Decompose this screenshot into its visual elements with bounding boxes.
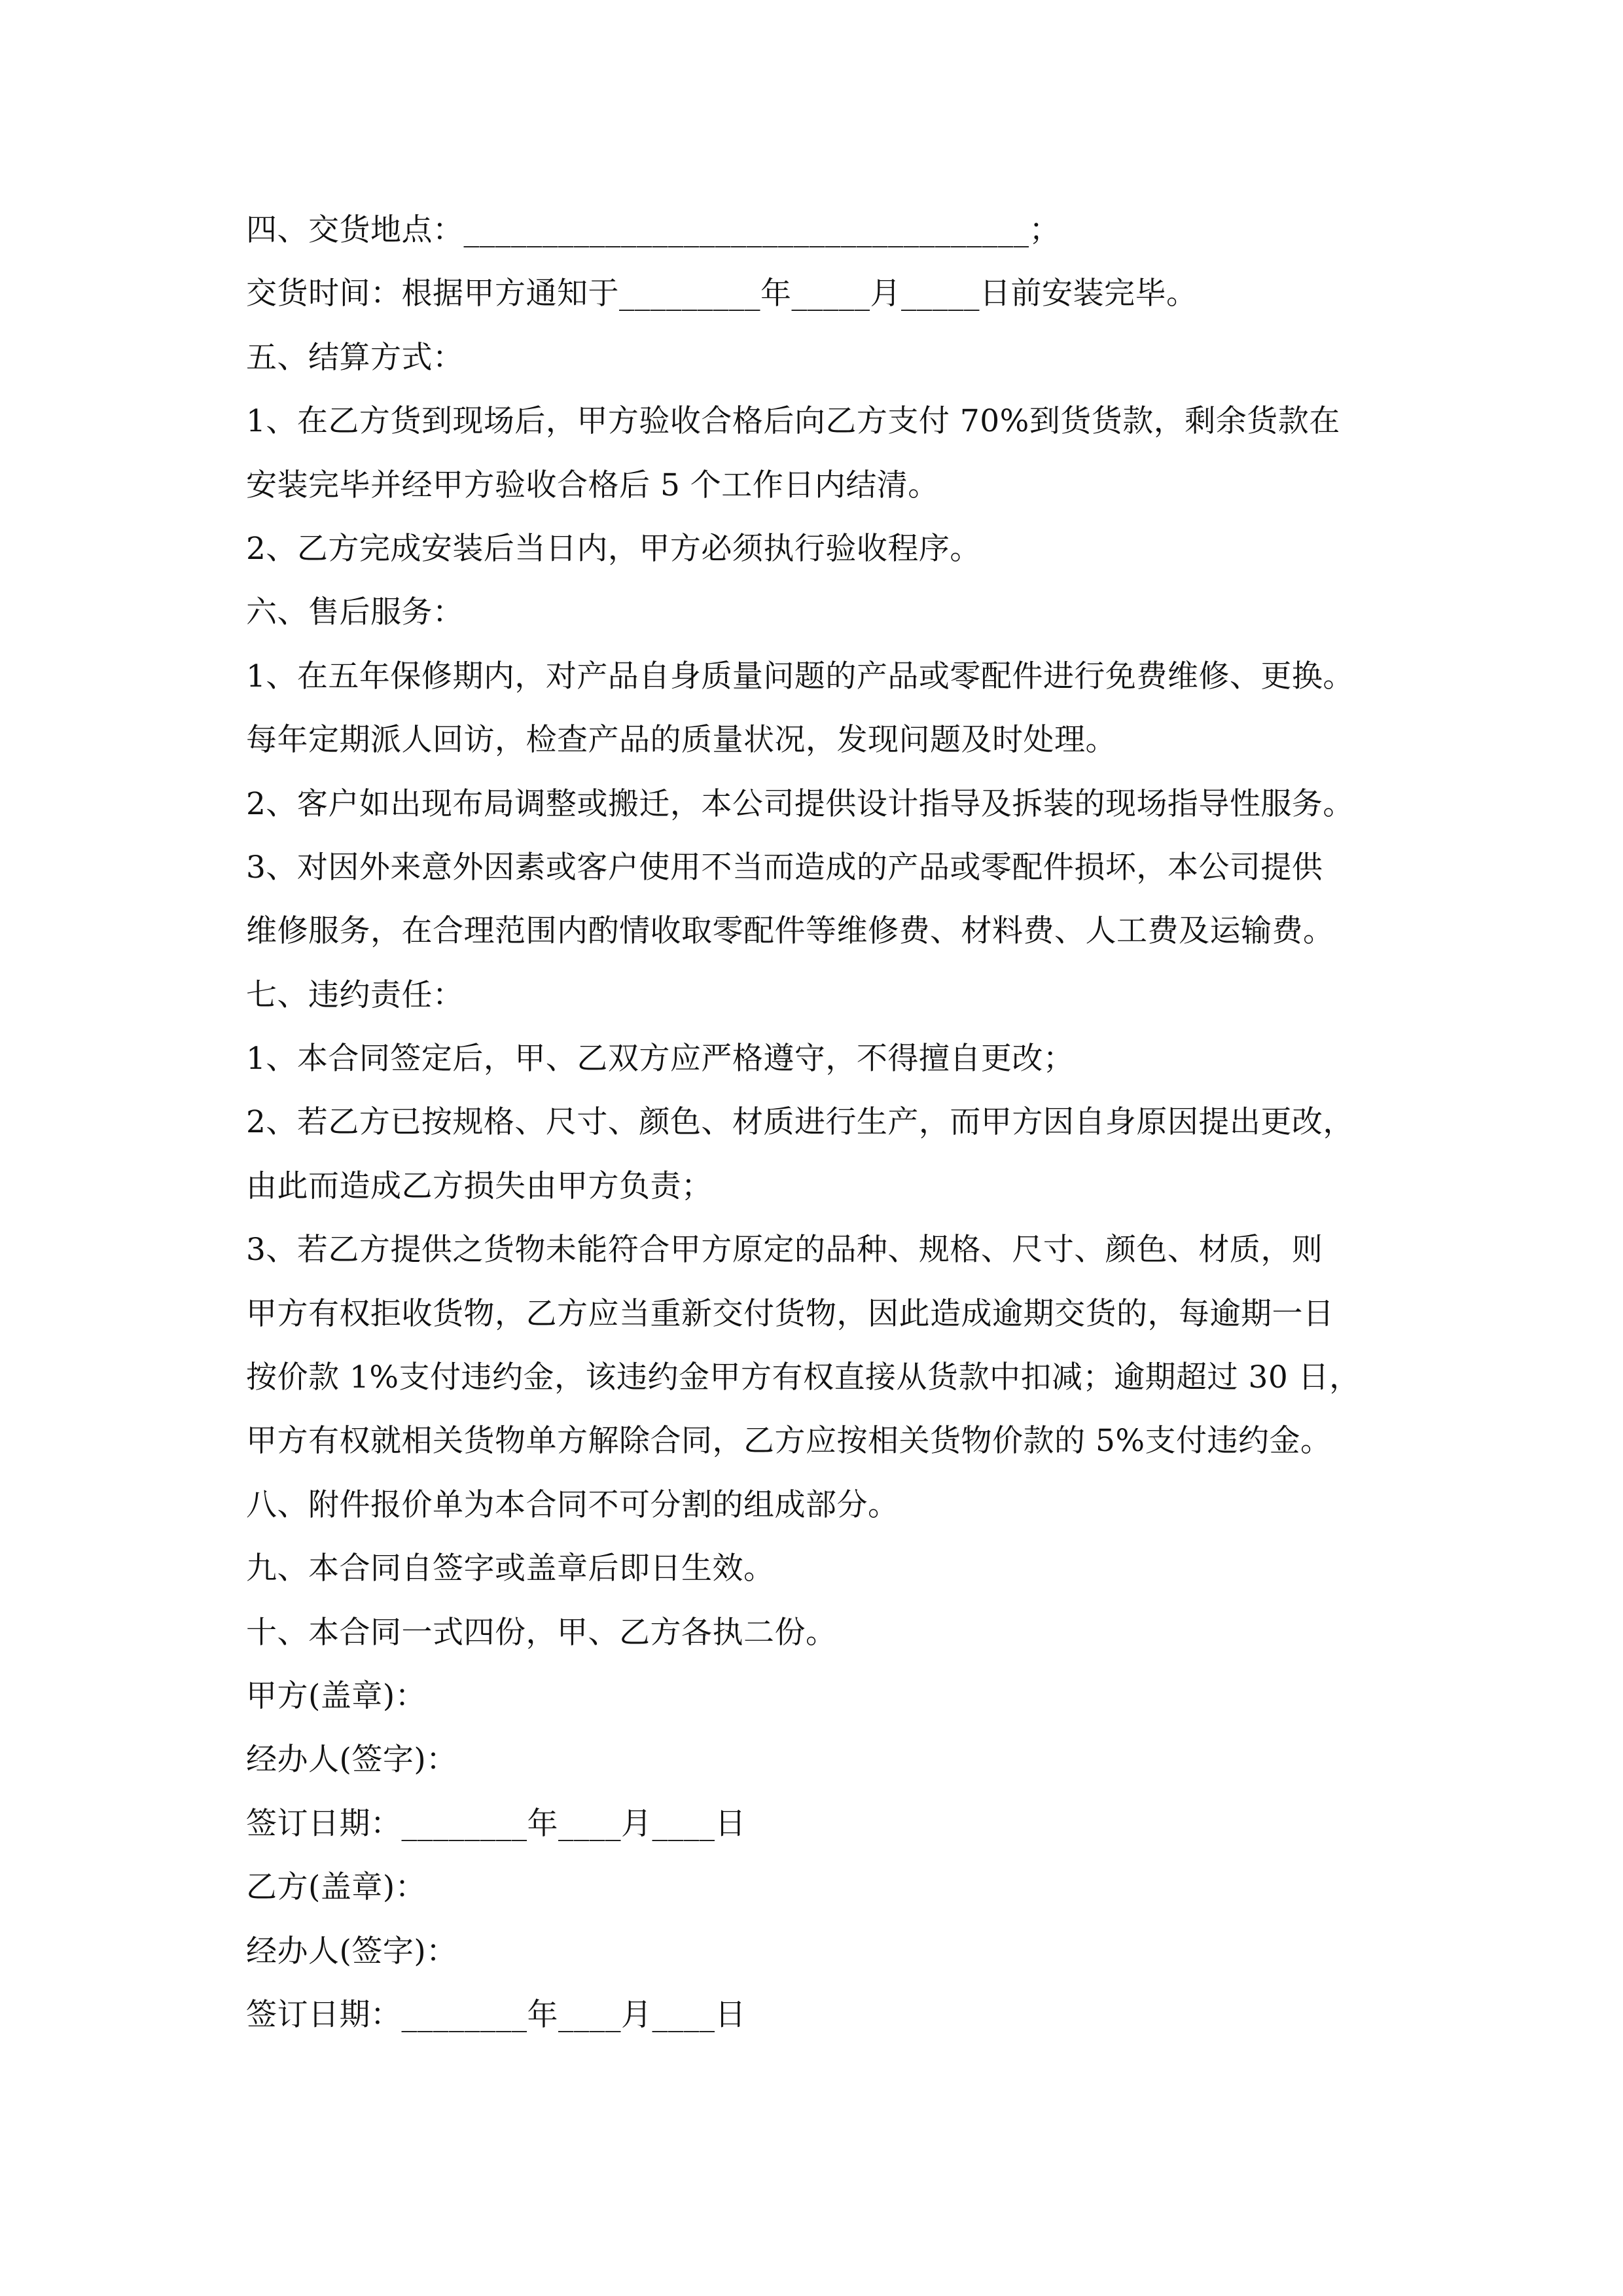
liability-clause-2: 2、若乙方已按规格、尺寸、颜色、材质进行生产，而甲方因自身原因提出更改， xyxy=(246,1104,1354,1141)
after-sales-clause-3: 3、对因外来意外因素或客户使用不当而造成的产品或零配件损坏，本公司提供 xyxy=(246,849,1323,886)
section-liability-heading: 七、违约责任： xyxy=(246,977,464,1013)
after-sales-clause-1: 1、在五年保修期内，对产品自身质量问题的产品或零配件进行免费维修、更换。 xyxy=(246,658,1354,694)
settlement-clause-1: 1、在乙方货到现场后，甲方验收合格后向乙方支付 70%到货货款，剩余货款在 xyxy=(246,403,1340,440)
after-sales-clause-2: 2、客户如出现布局调整或搬迁，本公司提供设计指导及拆装的现场指导性服务。 xyxy=(246,785,1354,822)
party-a-sign-date: 签订日期：________年____月____日 xyxy=(246,1805,746,1842)
liability-clause-1: 1、本合同签定后，甲、乙双方应严格遵守，不得擅自更改； xyxy=(246,1041,1075,1077)
liability-clause-3-cont-b: 按价款 1%支付违约金，该违约金甲方有权直接从货款中扣减；逾期超过 30 日， xyxy=(246,1359,1361,1396)
party-b-seal: 乙方(盖章)： xyxy=(246,1869,427,1906)
delivery-time-line: 交货时间：根据甲方通知于_________年_____月_____日前安装完毕。 xyxy=(246,276,1198,312)
section-effective: 九、本合同自签字或盖章后即日生效。 xyxy=(246,1551,775,1587)
liability-clause-3-cont-c: 甲方有权就相关货物单方解除合同，乙方应按相关货物价款的 5%支付违约金。 xyxy=(246,1423,1332,1460)
section-copies: 十、本合同一式四份，甲、乙方各执二份。 xyxy=(246,1614,837,1651)
party-b-sign-date: 签订日期：________年____月____日 xyxy=(246,1996,746,2033)
after-sales-clause-1-cont: 每年定期派人回访，检查产品的质量状况，发现问题及时处理。 xyxy=(246,722,1116,759)
section-attachment: 八、附件报价单为本合同不可分割的组成部分。 xyxy=(246,1486,899,1523)
liability-clause-3-cont-a: 甲方有权拒收货物，乙方应当重新交付货物，因此造成逾期交货的，每逾期一日 xyxy=(246,1295,1334,1332)
party-a-agent-signature: 经办人(签字)： xyxy=(246,1742,457,1778)
settlement-clause-1-cont: 安装完毕并经甲方验收合格后 5 个工作日内结清。 xyxy=(246,467,939,503)
liability-clause-3: 3、若乙方提供之货物未能符合甲方原定的品种、规格、尺寸、颜色、材质，则 xyxy=(246,1232,1323,1268)
party-b-agent-signature: 经办人(签字)： xyxy=(246,1933,457,1969)
party-a-seal: 甲方(盖章)： xyxy=(246,1677,427,1714)
settlement-clause-2: 2、乙方完成安装后当日内，甲方必须执行验收程序。 xyxy=(246,530,981,567)
contract-body xyxy=(246,208,1411,2056)
after-sales-clause-3-cont: 维修服务，在合理范围内酌情收取零配件等维修费、材料费、人工费及运输费。 xyxy=(246,913,1334,950)
liability-clause-2-cont: 由此而造成乙方损失由甲方负责； xyxy=(246,1168,713,1204)
delivery-location-line: 四、交货地点：____________________________________； xyxy=(246,212,1060,248)
section-settlement-heading: 五、结算方式： xyxy=(246,339,464,376)
section-after-sales-heading: 六、售后服务： xyxy=(246,594,464,631)
